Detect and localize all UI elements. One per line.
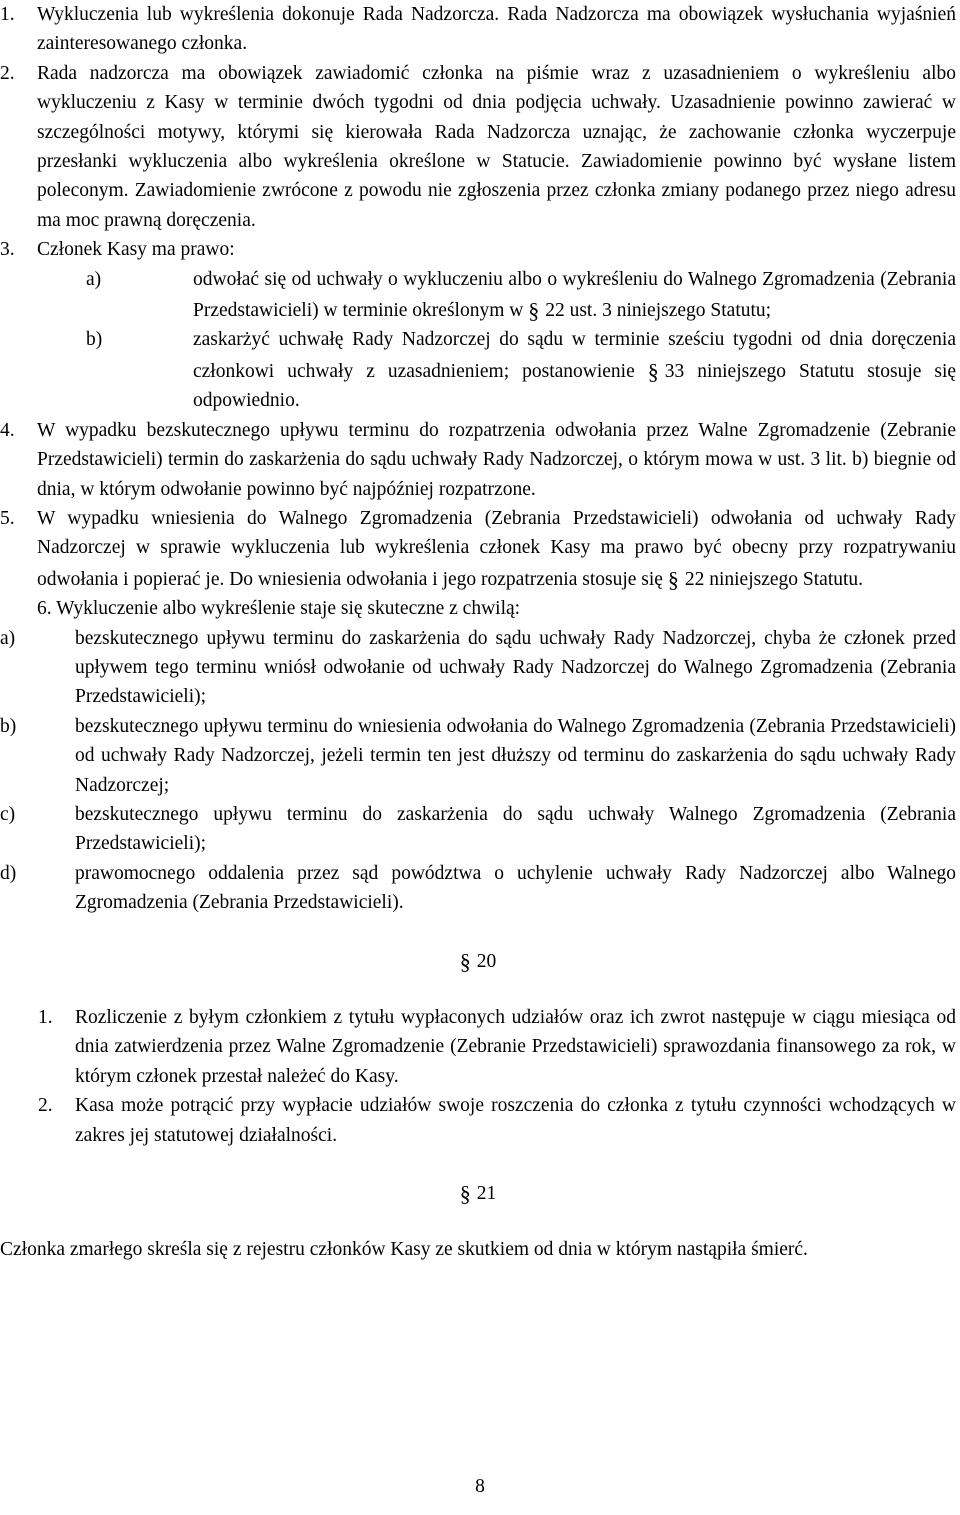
sub-item bbox=[0, 624, 956, 712]
list-item bbox=[0, 504, 956, 594]
section-sign-icon: § bbox=[647, 358, 659, 384]
item-number: 1. bbox=[0, 4, 15, 25]
section-sign-icon: § bbox=[667, 566, 679, 592]
section-ref: § 33 bbox=[647, 358, 685, 384]
list-item bbox=[0, 416, 956, 504]
sub-item-text: prawomocnego oddalenia przez sąd powództwa o uchylenie uchwały Rady Nadzorczej albo Walnego Zgromadzenia (Zebrania Przedstawicieli). bbox=[75, 862, 956, 914]
section-heading bbox=[0, 1177, 956, 1208]
sub-item-letter: c) bbox=[0, 803, 16, 825]
sub-item-text: bezskutecznego upływu terminu do wniesienia odwołania do Walnego Zgromadzenia (Zebrania Przedstawicieli) od uchwały Rady Nadzorczej, jeżeli termin ten jest dłuższy od terminu do zaskarżenia do sądu uchwały Rady Nadzorczej; bbox=[75, 715, 956, 796]
sub-item bbox=[0, 712, 956, 800]
item-number: 1. bbox=[38, 1007, 53, 1028]
section-sign-icon: § bbox=[459, 948, 471, 974]
sub-item-letter: d) bbox=[0, 862, 17, 884]
sub-item bbox=[0, 800, 956, 859]
sub-item bbox=[86, 265, 956, 326]
sub-item bbox=[0, 859, 956, 918]
list-item bbox=[0, 594, 956, 623]
section-20-body bbox=[0, 1003, 956, 1150]
sub-item-letter: b) bbox=[0, 715, 17, 737]
item-text: Rada nadzorcza ma obowiązek zawiadomić członka na piśmie wraz z uzasadnieniem o wykreśleniu albo wykluczeniu z Kasy w terminie dwóch tygodni od dnia podjęcia uchwały. Uzasadnienie powinno zawierać w szczególności motywy, którymi się kierowała Rada Nadzorcza uznając, że zachowanie członka wyczerpuje przesłanki wykluczenia albo wykreślenia określone w Statucie. Zawiadomienie powinno być wysłane listem poleconym. Zawiadomienie zwrócone z powodu nie zgłoszenia przez członka zmiany podanego przez niego adresu ma moc prawną doręczenia. bbox=[37, 62, 956, 231]
item-number: 5. bbox=[0, 507, 15, 529]
item-text: Wykluczenia lub wykreślenia dokonuje Rada Nadzorcza. Rada Nadzorcza ma obowiązek wysłuchania wyjaśnień zainteresowanego członka. bbox=[37, 4, 956, 55]
item-text: Rozliczenie z byłym członkiem z tytułu wypłaconych udziałów oraz ich zwrot następuje w ciągu miesiąca od dnia zatwierdzenia przez Walne Zgromadzenie (Zebranie Przedstawicieli) sprawozdania finansowego za rok, w którym członek przestał należeć do Kasy. bbox=[75, 1007, 956, 1087]
list-item bbox=[0, 1003, 956, 1091]
sub-item bbox=[86, 325, 957, 415]
section-ref: § 22 bbox=[667, 566, 705, 592]
list-item bbox=[0, 0, 956, 59]
sub-item-letter: a) bbox=[0, 627, 16, 649]
sub-item-text: zaskarżyć uchwałę Rady Nadzorczej do sądu w terminie sześciu tygodni od dnia doręczenia członkowi uchwały z uzasadnieniem; postanowienie bbox=[193, 329, 956, 382]
item-text: Wykluczenie albo wykreślenie staje się skuteczne z chwilą: bbox=[56, 598, 521, 620]
item-text: Kasa może potrącić przy wypłacie udziałów swoje roszczenia do członka z tytułu czynności wchodzących w zakres jej statutowej działalności. bbox=[75, 1095, 956, 1146]
item-number: 6. bbox=[37, 598, 52, 620]
list-item bbox=[0, 59, 956, 235]
item-number: 2. bbox=[0, 62, 15, 84]
section-number: 20 bbox=[476, 950, 497, 972]
section-number: 21 bbox=[476, 1183, 497, 1205]
page-number: 8 bbox=[475, 1476, 485, 1497]
item-text: W wypadku wniesienia do Walnego Zgromadzenia (Zebrania Przedstawicieli) odwołania od uchwały Rady Nadzorczej w sprawie wykluczenia lub wykreślenia członek Kasy ma prawo być obecny przy rozpatrywaniu odwołania i popierać je. Do wniesienia odwołania i jego rozpatrzenia stosuje się bbox=[37, 507, 956, 590]
sub-item-letter: b) bbox=[86, 329, 103, 351]
sub-item-text: bezskutecznego upływu terminu do zaskarżenia do sądu uchwały Walnego Zgromadzenia (Zebrania Przedstawicieli); bbox=[75, 803, 956, 855]
section-ref: § 22 bbox=[528, 298, 565, 324]
item-text: Członek Kasy ma prawo: bbox=[37, 239, 235, 261]
sub-item-letter: a) bbox=[86, 268, 102, 290]
item-number: 3. bbox=[0, 239, 15, 261]
section-heading bbox=[0, 945, 956, 976]
sub-item-text: ust. 3 niniejszego Statutu; bbox=[569, 300, 772, 322]
item-text: W wypadku bezskutecznego upływu terminu do rozpatrzenia odwołania przez Walne Zgromadzenie (Zebranie Przedstawicieli) termin do zaskarżenia do sądu uchwały Rady Nadzorczej, o którym mowa w ust. 3 lit. b) biegnie od dnia, w którym odwołanie powinno być najpóźniej rozpatrzone. bbox=[37, 419, 956, 500]
item-number: 4. bbox=[0, 419, 15, 441]
section-sign-icon: § bbox=[459, 1181, 471, 1207]
paragraph: Członka zmarłego skreśla się z rejestru członków Kasy ze skutkiem od dnia w którym nastąpiła śmierć. bbox=[0, 1239, 808, 1261]
list-item bbox=[0, 1091, 956, 1150]
sub-item-text: niniejszego Statutu stosuje się odpowiednio. bbox=[193, 360, 957, 412]
sub-item-text: odwołać się od uchwały o wykluczeniu albo o wykreśleniu do Walnego Zgromadzenia (Zebrania Przedstawicieli) w terminie określonym w bbox=[193, 268, 956, 322]
sub-item-text: bezskutecznego upływu terminu do zaskarżenia do sądu uchwały Rady Nadzorczej, chyba że członek przed upływem tego terminu wniósł odwołanie od uchwały Rady Nadzorczej do Walnego Zgromadzenia (Zebrania Przedstawicieli); bbox=[75, 627, 956, 708]
list-item bbox=[0, 235, 956, 264]
item-number: 2. bbox=[38, 1095, 53, 1117]
section-sign-icon: § bbox=[528, 298, 540, 324]
item-text: niniejszego Statutu. bbox=[709, 568, 864, 590]
